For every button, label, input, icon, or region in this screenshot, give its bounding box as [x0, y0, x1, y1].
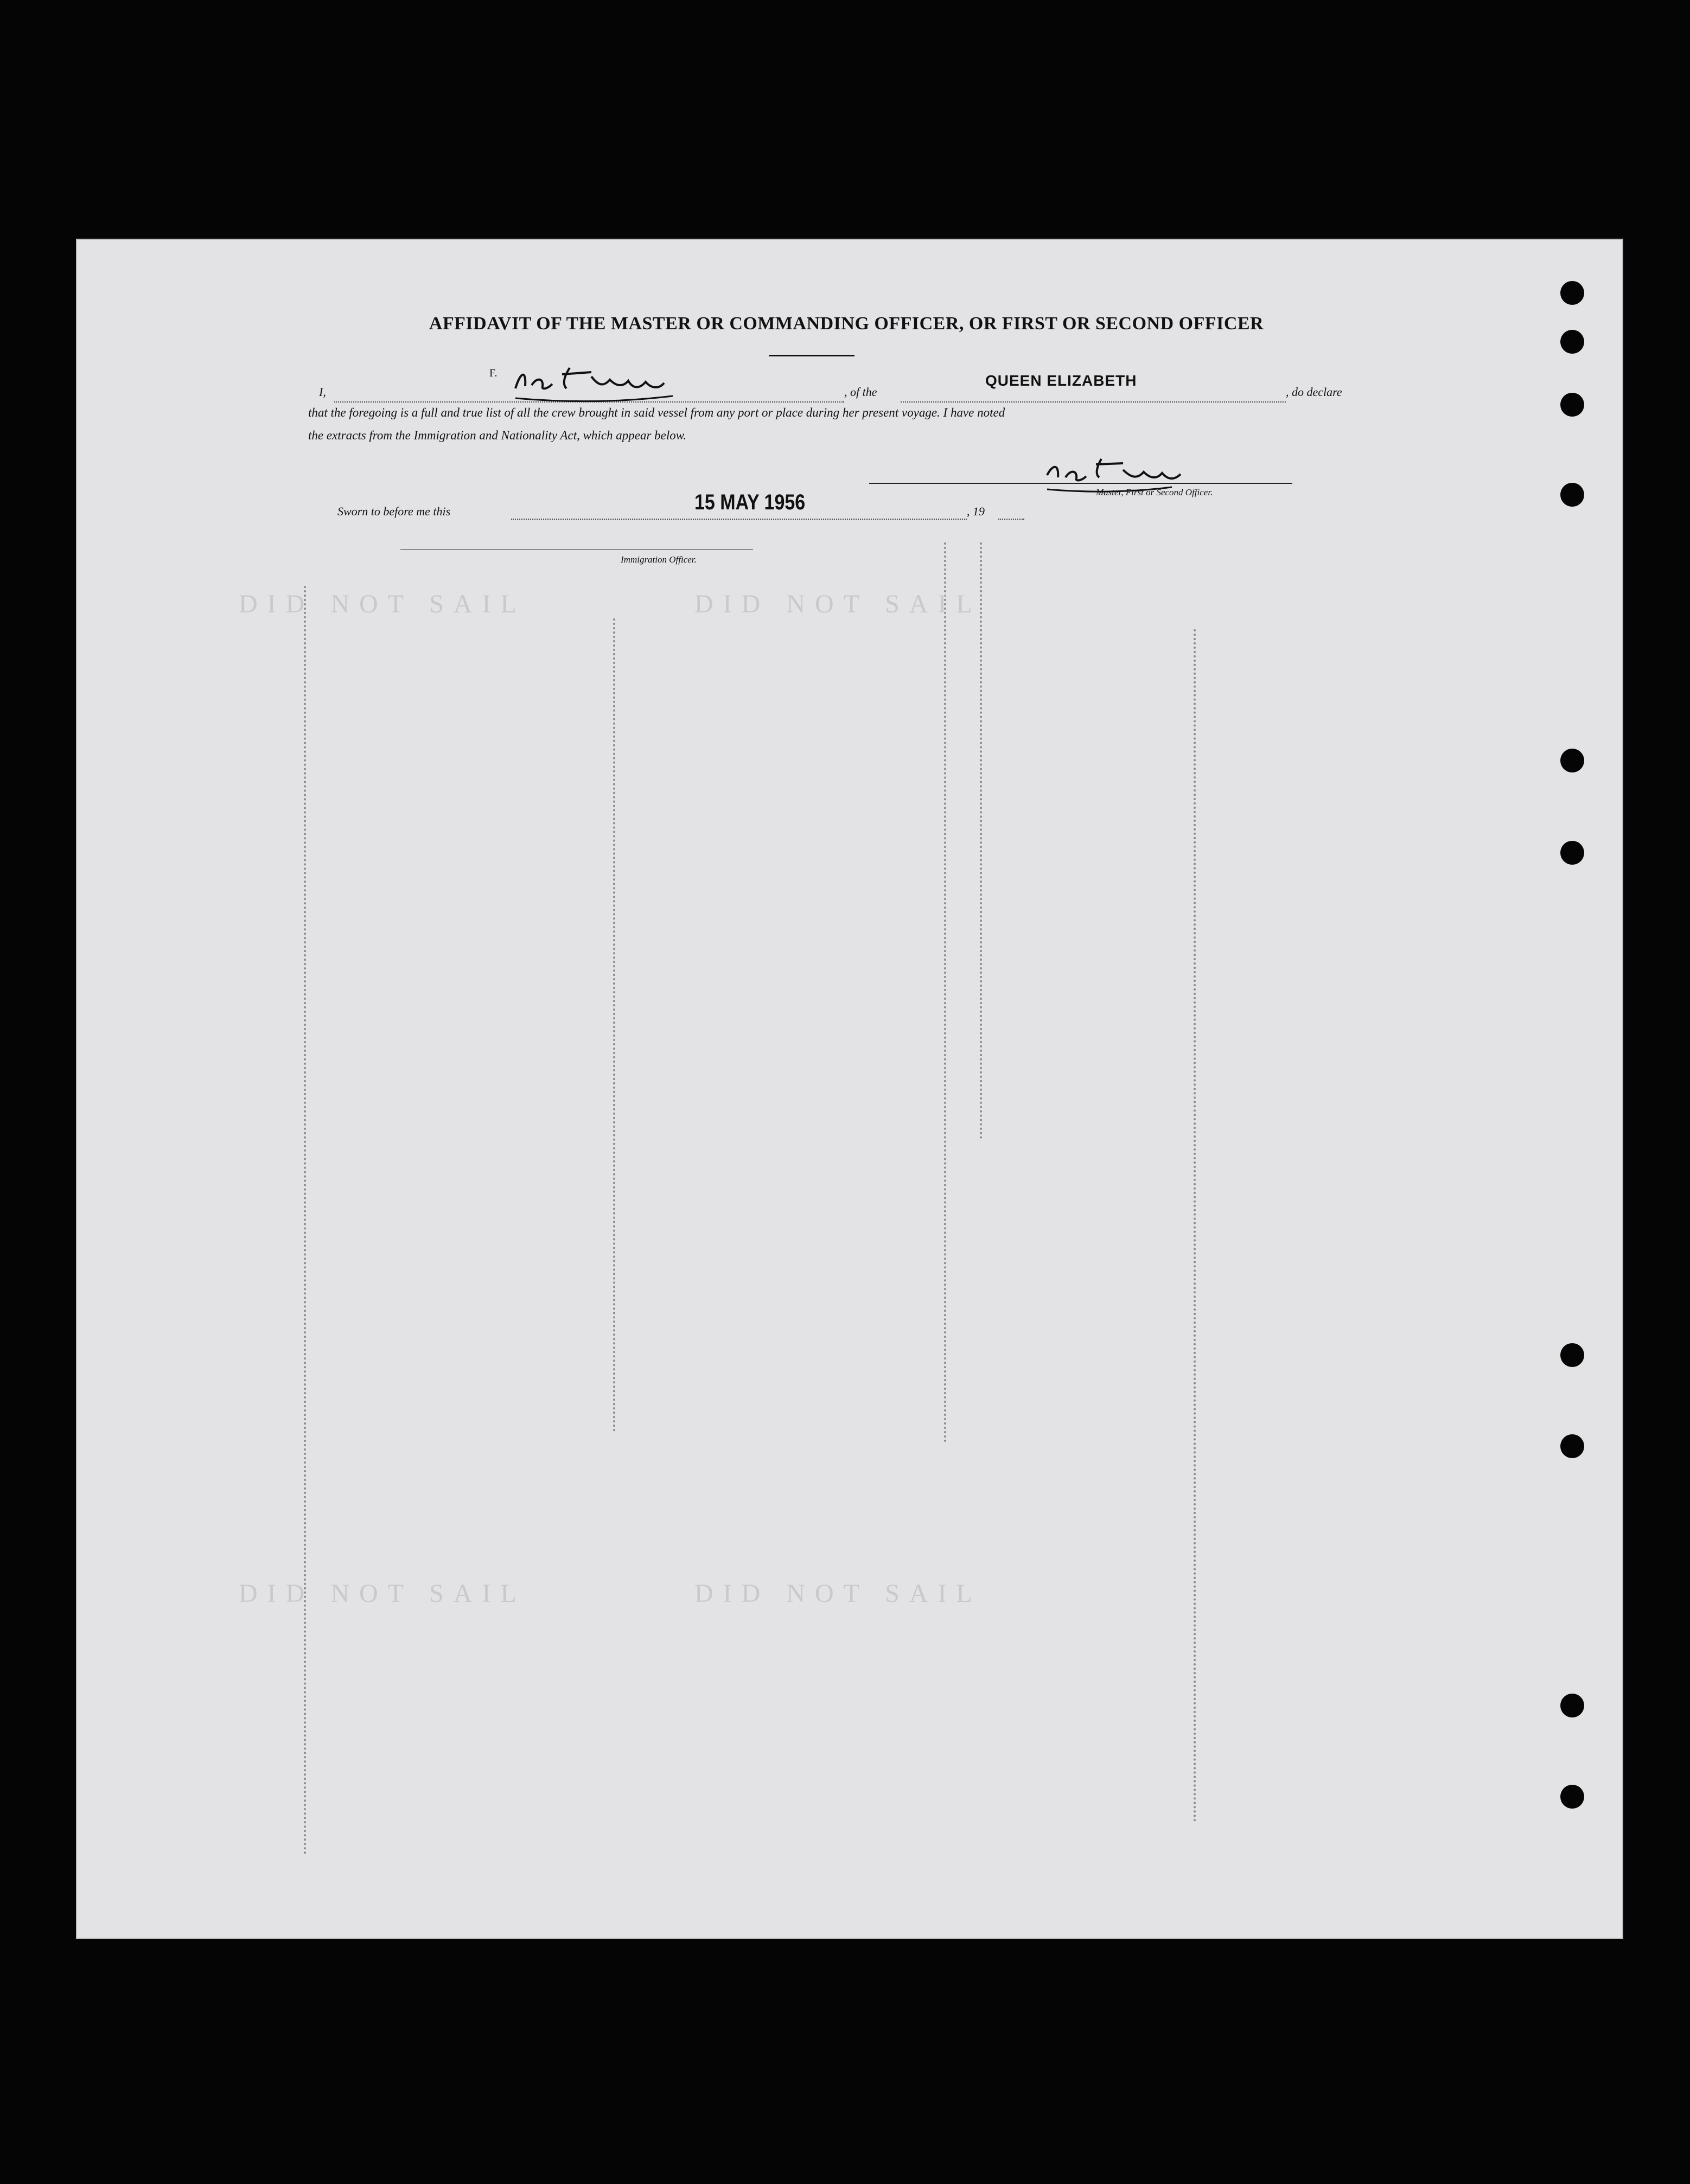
- punch-hole: [1560, 841, 1584, 865]
- punch-hole: [1560, 483, 1584, 507]
- punch-hole: [1560, 1343, 1584, 1367]
- line1-prefix: I,: [319, 385, 326, 399]
- vessel-fill-line: [901, 401, 1286, 403]
- officer-signature-line: [400, 549, 753, 550]
- column-dots: [944, 542, 946, 1443]
- punch-hole: [1560, 1434, 1584, 1458]
- title-underline: [769, 355, 854, 356]
- signer-initial: F.: [489, 367, 498, 379]
- ghost-text: DID NOT SAIL: [694, 1579, 982, 1608]
- body-line-3: the extracts from the Immigration and Nationality Act, which appear below.: [308, 429, 687, 442]
- document-page: [76, 239, 1623, 1939]
- column-dots: [304, 586, 306, 1855]
- column-dots: [980, 542, 982, 1139]
- punch-hole: [1560, 1694, 1584, 1717]
- ghost-text: DID NOT SAIL: [694, 590, 982, 618]
- signer-signature: [510, 360, 684, 406]
- ghost-text: DID NOT SAIL: [239, 590, 526, 618]
- column-dots: [613, 618, 615, 1432]
- punch-hole: [1560, 281, 1584, 305]
- sworn-date-fill-line: [511, 519, 967, 520]
- declare-text: , do declare: [1286, 385, 1342, 399]
- punch-hole: [1560, 393, 1584, 417]
- sworn-prefix: Sworn to before me this: [337, 505, 451, 518]
- affidavit-title: AFFIDAVIT OF THE MASTER OR COMMANDING OFFICER, OR FIRST OR SECOND OFFICER: [429, 314, 1264, 334]
- year-prefix: , 19: [967, 505, 985, 518]
- punch-hole: [1560, 1785, 1584, 1809]
- sworn-date-stamp: 15 MAY 1956: [694, 490, 806, 514]
- body-line-2: that the foregoing is a full and true list of all the crew brought in said vessel from any port or place during her present voyage. I have noted: [308, 406, 1005, 419]
- year-fill-line: [998, 519, 1024, 520]
- ghost-text: DID NOT SAIL: [239, 1579, 526, 1608]
- column-dots: [1194, 629, 1196, 1823]
- punch-hole: [1560, 330, 1584, 354]
- punch-hole: [1560, 749, 1584, 772]
- vessel-name: QUEEN ELIZABETH: [985, 372, 1137, 389]
- officer-caption: Immigration Officer.: [621, 554, 697, 565]
- master-caption: Master, First or Second Officer.: [1096, 487, 1213, 497]
- of-the-text: , of the: [844, 385, 877, 399]
